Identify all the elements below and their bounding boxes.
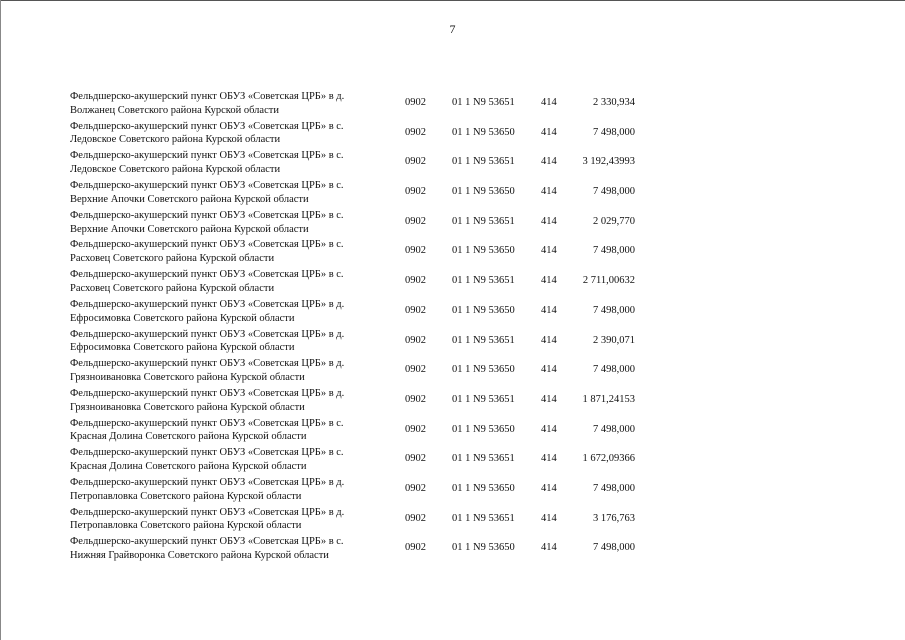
description-line-2: Грязноивановка Советского района Курской области [70, 371, 305, 383]
description-line-1: Фельдшерско-акушерский пункт ОБУЗ «Советская ЦРБ» в с. [70, 239, 344, 251]
description-line-1: Фельдшерско-акушерский пункт ОБУЗ «Советская ЦРБ» в д. [70, 91, 345, 102]
target-article-code: 01 1 N9 53651 [452, 334, 515, 346]
table-row [0, 417, 905, 447]
description-line-1: Фельдшерско-акушерский пункт ОБУЗ «Советская ЦРБ» в д. [70, 387, 345, 399]
facility-description [70, 446, 390, 474]
expense-type: 414 [541, 126, 557, 138]
amount: 2 330,934 [593, 97, 635, 108]
page-number: 7 [449, 22, 456, 36]
description-line-2: Петропавловка Советского района Курской области [70, 520, 302, 532]
table-row [0, 506, 905, 536]
expense-type: 414 [541, 304, 557, 316]
target-article-code: 01 1 N9 53651 [452, 97, 515, 108]
target-article-code: 01 1 N9 53650 [452, 364, 515, 376]
expense-type: 414 [541, 334, 557, 346]
description-line-2: Ефросимовка Советского района Курской области [70, 342, 295, 354]
target-article-code: 01 1 N9 53650 [452, 186, 515, 198]
description-line-1: Фельдшерско-акушерский пункт ОБУЗ «Советская ЦРБ» в д. [70, 506, 345, 518]
section-code: 0902 [405, 482, 426, 494]
description-line-1: Фельдшерско-акушерский пункт ОБУЗ «Советская ЦРБ» в с. [70, 209, 344, 221]
description-line-2: Ледовское Советского района Курской области [70, 164, 281, 176]
section-code: 0902 [405, 215, 426, 227]
target-article-code: 01 1 N9 53650 [452, 542, 515, 554]
description-line-1: Фельдшерско-акушерский пункт ОБУЗ «Советская ЦРБ» в с. [70, 150, 344, 162]
description-line-1: Фельдшерско-акушерский пункт ОБУЗ «Советская ЦРБ» в с. [70, 536, 344, 548]
target-article-code: 01 1 N9 53651 [452, 393, 515, 405]
facility-description [70, 120, 390, 148]
section-code: 0902 [405, 275, 426, 287]
amount: 7 498,000 [593, 186, 635, 198]
expense-type: 414 [541, 97, 557, 108]
description-line-1: Фельдшерско-акушерский пункт ОБУЗ «Советская ЦРБ» в д. [70, 298, 345, 310]
expense-type: 414 [541, 542, 557, 554]
amount: 7 498,000 [593, 364, 635, 376]
description-line-1: Фельдшерско-акушерский пункт ОБУЗ «Советская ЦРБ» в с. [70, 269, 344, 281]
table-row [0, 535, 905, 565]
expense-type: 414 [541, 364, 557, 376]
amount: 1 871,24153 [582, 393, 635, 405]
facility-description [70, 268, 390, 296]
amount: 2 711,00632 [582, 275, 635, 287]
description-line-2: Верхние Апочки Советского района Курской области [70, 223, 309, 235]
table-row [0, 446, 905, 476]
section-code: 0902 [405, 156, 426, 168]
description-line-2: Расховец Советского района Курской области [70, 282, 275, 294]
facility-description [70, 357, 390, 385]
amount: 3 176,763 [593, 512, 635, 524]
expense-type: 414 [541, 215, 557, 227]
description-line-1: Фельдшерско-акушерский пункт ОБУЗ «Советская ЦРБ» в д. [70, 328, 345, 340]
expense-type: 414 [541, 482, 557, 494]
amount: 7 498,000 [593, 542, 635, 554]
facility-description [70, 238, 390, 266]
section-code: 0902 [405, 186, 426, 198]
facility-description [70, 328, 390, 356]
target-article-code: 01 1 N9 53650 [452, 304, 515, 316]
table-row [0, 268, 905, 298]
expense-type: 414 [541, 245, 557, 257]
target-article-code: 01 1 N9 53650 [452, 482, 515, 494]
description-line-1: Фельдшерско-акушерский пункт ОБУЗ «Советская ЦРБ» в д. [70, 358, 345, 370]
amount: 1 672,09366 [582, 453, 635, 465]
section-code: 0902 [405, 304, 426, 316]
amount: 2 029,770 [593, 215, 635, 227]
description-line-2: Верхние Апочки Советского района Курской области [70, 193, 309, 205]
facility-description [70, 209, 390, 237]
budget-table [0, 90, 905, 565]
section-code: 0902 [405, 97, 426, 108]
expense-type: 414 [541, 512, 557, 524]
table-row [0, 149, 905, 179]
description-line-1: Фельдшерско-акушерский пункт ОБУЗ «Советская ЦРБ» в д. [70, 476, 345, 488]
description-line-1: Фельдшерско-акушерский пункт ОБУЗ «Советская ЦРБ» в с. [70, 447, 344, 459]
target-article-code: 01 1 N9 53651 [452, 275, 515, 287]
target-article-code: 01 1 N9 53651 [452, 453, 515, 465]
description-line-2: Красная Долина Советского района Курской области [70, 461, 307, 473]
amount: 2 390,071 [593, 334, 635, 346]
description-line-2: Ефросимовка Советского района Курской области [70, 312, 295, 324]
expense-type: 414 [541, 453, 557, 465]
section-code: 0902 [405, 334, 426, 346]
table-row [0, 179, 905, 209]
table-row [0, 476, 905, 506]
amount: 7 498,000 [593, 482, 635, 494]
section-code: 0902 [405, 126, 426, 138]
target-article-code: 01 1 N9 53651 [452, 512, 515, 524]
amount: 7 498,000 [593, 126, 635, 138]
target-article-code: 01 1 N9 53650 [452, 423, 515, 435]
description-line-2: Ледовское Советского района Курской области [70, 134, 281, 146]
expense-type: 414 [541, 423, 557, 435]
target-article-code: 01 1 N9 53651 [452, 215, 515, 227]
table-row [0, 209, 905, 239]
section-code: 0902 [405, 512, 426, 524]
table-row [0, 120, 905, 150]
facility-description [70, 90, 390, 118]
description-line-2: Нижняя Грайворонка Советского района Курской области [70, 550, 329, 562]
table-row [0, 328, 905, 358]
description-line-1: Фельдшерско-акушерский пункт ОБУЗ «Советская ЦРБ» в с. [70, 120, 344, 132]
description-line-1: Фельдшерско-акушерский пункт ОБУЗ «Советская ЦРБ» в с. [70, 180, 344, 192]
target-article-code: 01 1 N9 53650 [452, 126, 515, 138]
target-article-code: 01 1 N9 53650 [452, 245, 515, 257]
description-line-1: Фельдшерско-акушерский пункт ОБУЗ «Советская ЦРБ» в с. [70, 417, 344, 429]
facility-description [70, 149, 390, 177]
amount: 7 498,000 [593, 423, 635, 435]
section-code: 0902 [405, 453, 426, 465]
expense-type: 414 [541, 156, 557, 168]
expense-type: 414 [541, 275, 557, 287]
facility-description [70, 179, 390, 207]
amount: 7 498,000 [593, 245, 635, 257]
amount: 7 498,000 [593, 304, 635, 316]
facility-description [70, 506, 390, 534]
facility-description [70, 387, 390, 415]
description-line-2: Красная Долина Советского района Курской области [70, 431, 307, 443]
facility-description [70, 476, 390, 504]
target-article-code: 01 1 N9 53651 [452, 156, 515, 168]
description-line-2: Петропавловка Советского района Курской области [70, 490, 302, 502]
description-line-2: Грязноивановка Советского района Курской области [70, 401, 305, 413]
facility-description [70, 535, 390, 563]
table-row [0, 357, 905, 387]
table-row [0, 238, 905, 268]
table-row [0, 387, 905, 417]
amount: 3 192,43993 [582, 156, 635, 168]
section-code: 0902 [405, 364, 426, 376]
facility-description [70, 417, 390, 445]
facility-description [70, 298, 390, 326]
section-code: 0902 [405, 245, 426, 257]
section-code: 0902 [405, 423, 426, 435]
expense-type: 414 [541, 186, 557, 198]
expense-type: 414 [541, 393, 557, 405]
table-row [0, 90, 905, 120]
table-row [0, 298, 905, 328]
section-code: 0902 [405, 542, 426, 554]
page-top-edge [0, 0, 905, 1]
description-line-2: Волжанец Советского района Курской области [70, 104, 279, 116]
description-line-2: Расховец Советского района Курской области [70, 253, 275, 265]
section-code: 0902 [405, 393, 426, 405]
